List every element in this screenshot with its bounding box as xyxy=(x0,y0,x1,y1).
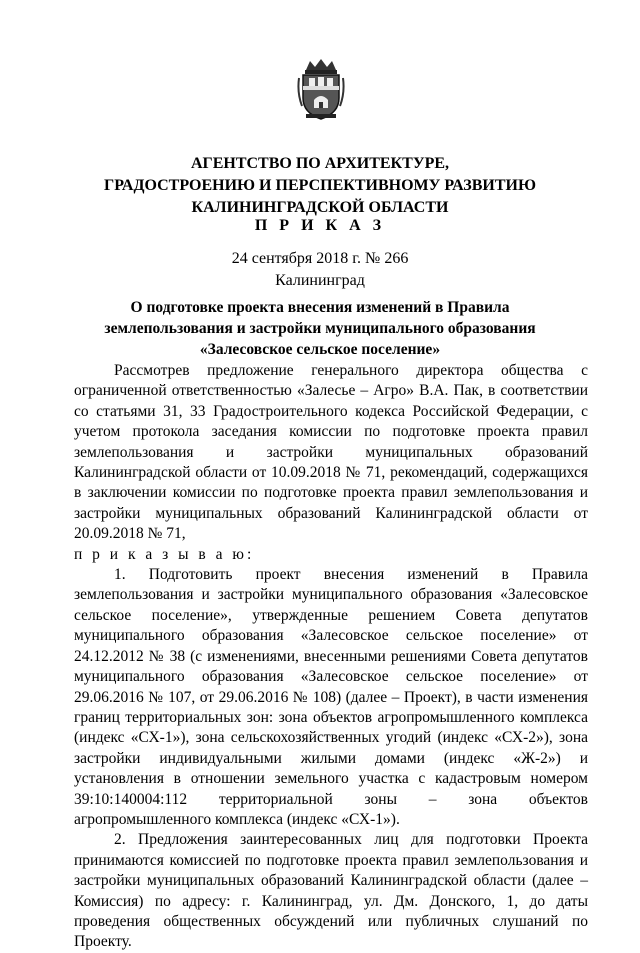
organization-name xyxy=(60,153,580,219)
organization-line: АГЕНТСТВО ПО АРХИТЕКТУРЕ, xyxy=(190,155,450,172)
date-and-number: 24 сентября 2018 г. № 266 xyxy=(231,250,409,267)
order-item-2: 2. Предложения заинтересованных лиц для подготовки Проекта принимаются комиссией по подготовке проекта правил землепользования и застройки муниципальных образований Калининградской области (далее – Комиссия) по адресу: г. Калининград, ул. Дм. Донского, 1, до даты проведения общественных обсуждений или публичных слушаний по Проекту. xyxy=(74,831,588,951)
subject-line: землепользования и застройки муниципального образования xyxy=(104,320,536,337)
subject-line: «Залесовское сельское поселение» xyxy=(199,341,441,358)
order-item-1: 1. Подготовить проект внесения изменений в Правила землепользования и застройки муниципального образования «Залесовское сельское поселение», утвержденные решением Совета депутатов муниципального образования «Залесовское сельское поселение» от 24.12.2012 № 38 (с изменениями, внесенными решениями Совета депутатов муниципального образования «Залесовское сельское поселение» от 29.06.2016 № 107, от 29.06.2016 № 108) (далее – Проект), в части изменения границ территориальных зон: зона объектов агропромышленного комплекса (индекс «СХ-1»), зона сельскохозяйственных угодий (индекс «СХ-2»), зона застройки индивидуальными жилыми домами (индекс «Ж-2») и установления в отношении земельного участка с кадастровым номером 39:10:140004:112 территориальной зоны – зона объектов агропромышленного комплекса (индекс «СХ-1»). xyxy=(74,566,588,828)
document-meta xyxy=(60,248,580,292)
organization-line: КАЛИНИНГРАДСКОЙ ОБЛАСТИ xyxy=(191,199,449,216)
kaliningrad-coat-of-arms-icon xyxy=(296,58,346,120)
subject-line: О подготовке проекта внесения изменений в Правила xyxy=(130,299,510,316)
organization-line: ГРАДОСТРОЕНИЮ И ПЕРСПЕКТИВНОМУ РАЗВИТИЮ xyxy=(104,177,536,194)
document-subject xyxy=(90,297,550,360)
city: Калининград xyxy=(275,272,365,289)
document-body xyxy=(74,361,588,953)
document-type: П Р И К А З xyxy=(254,217,386,234)
orders-line: п р и к а з ы в а ю: xyxy=(74,545,255,563)
preamble-paragraph: Рассмотрев предложение генерального директора общества с ограниченной ответственностью «Залесье – Агро» В.А. Пак, в соответствии со статьями 31, 33 Градостроительного кодекса Российской Федерации, с учетом протокола заседания комиссии по подготовке проекта правил землепользования и застройки муниципальных образований Калининградской области от 10.09.2018 № 71, рекомендаций, содержащихся в заключении комиссии по подготовке проекта правил землепользования и застройки муниципальных образований Калининградской области от 20.09.2018 № 71, xyxy=(74,362,588,543)
